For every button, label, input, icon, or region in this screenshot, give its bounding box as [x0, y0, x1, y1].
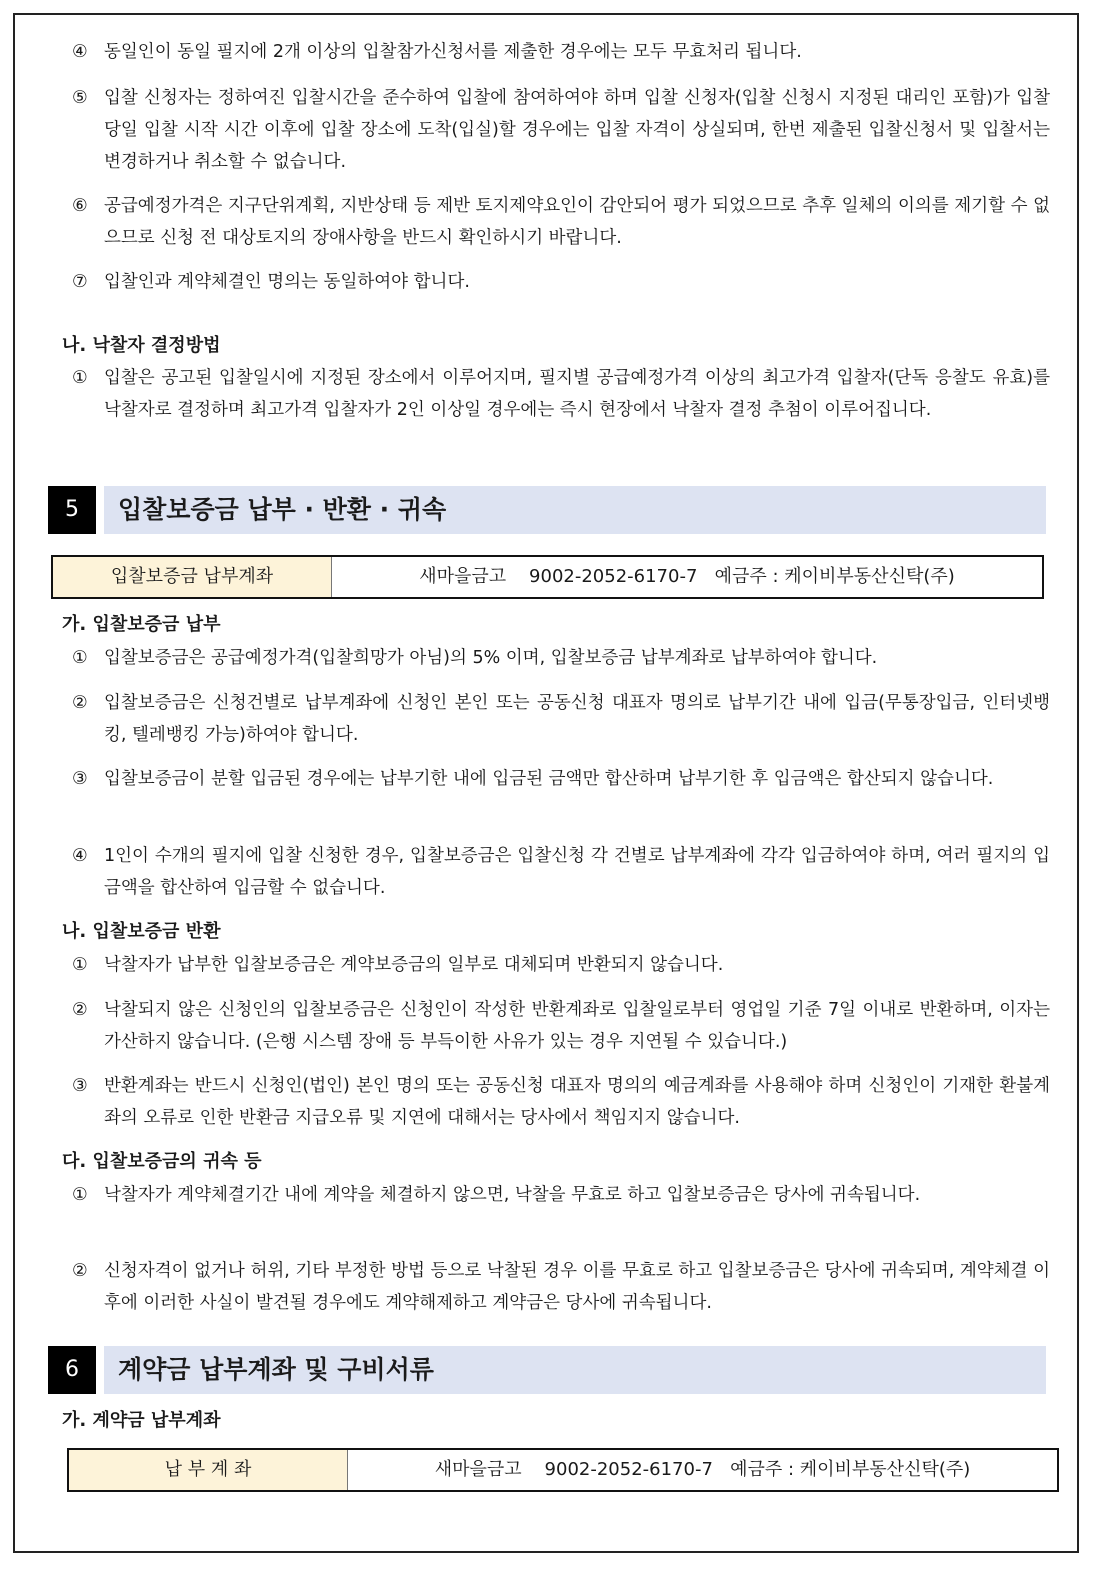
item-text: 1인이 수개의 필지에 입찰 신청한 경우, 입찰보증금은 입찰신청 각 건별로 납부계좌에 각각 입금하여야 하며, 여러 필지의 입금액을 합산하여 입금할 수 없습니다. — [104, 846, 1050, 898]
subheading: 다. 입찰보증금의 귀속 등 — [62, 1151, 262, 1172]
list-item — [72, 1179, 1050, 1211]
subheading: 나. 낙찰자 결정방법 — [62, 335, 221, 356]
item-text: 낙찰자가 계약체결기간 내에 계약을 체결하지 않으면, 낙찰을 무효로 하고 입찰보증금은 당사에 귀속됩니다. — [104, 1185, 921, 1205]
item-text: 입찰 신청자는 정하여진 입찰시간을 준수하여 입찰에 참여하여야 하며 입찰 신청자(입찰 신청시 지정된 대리인 포함)가 입찰 당일 입찰 시작 시간 이후에 입찰 장소에 도착(입실)할 경우에는 입찰 자격이 상실되며, 한번 제출된 입찰신청서 및 입찰서는 변경하거나 취소할 수 없습니다. — [104, 88, 1050, 172]
subheading: 가. 계약금 납부계좌 — [62, 1410, 221, 1431]
list-item — [72, 687, 1050, 751]
item-text: 낙찰자가 납부한 입찰보증금은 계약보증금의 일부로 대체되며 반환되지 않습니다. — [104, 955, 724, 975]
list-item — [72, 36, 1050, 68]
account-table — [67, 1448, 1059, 1492]
list-item — [72, 763, 1050, 795]
item-number: ⑤ — [72, 88, 88, 108]
item-number: ④ — [72, 846, 88, 866]
account-label: 입찰보증금 납부계좌 — [53, 557, 332, 597]
item-number: ① — [72, 955, 88, 975]
list-item — [72, 362, 1050, 426]
item-number: ③ — [72, 1076, 88, 1096]
item-text: 동일인이 동일 필지에 2개 이상의 입찰참가신청서를 제출한 경우에는 모두 무효처리 됩니다. — [104, 42, 802, 62]
account-value: 새마을금고 9002-2052-6170-7 예금주 : 케이비부동산신탁(주) — [419, 566, 955, 587]
section-number: 6 — [48, 1346, 96, 1394]
list-item — [72, 994, 1050, 1058]
item-number: ⑦ — [72, 272, 88, 292]
item-text: 반환계좌는 반드시 신청인(법인) 본인 명의 또는 공동신청 대표자 명의의 예금계좌를 사용해야 하며 신청인이 기재한 환불계좌의 오류로 인한 반환금 지급오류 및 지연에 대해서는 당사에서 책임지지 않습니다. — [104, 1076, 1050, 1128]
item-number: ② — [72, 693, 88, 713]
item-number: ③ — [72, 769, 88, 789]
item-text: 신청자격이 없거나 허위, 기타 부정한 방법 등으로 낙찰된 경우 이를 무효로 하고 입찰보증금은 당사에 귀속되며, 계약체결 이후에 이러한 사실이 발견될 경우에도 계약해제하고 계약금은 당사에 귀속됩니다. — [104, 1261, 1050, 1313]
item-text: 입찰보증금은 신청건별로 납부계좌에 신청인 본인 또는 공동신청 대표자 명의로 납부기간 내에 입금(무통장입금, 인터넷뱅킹, 텔레뱅킹 가능)하여야 합니다. — [104, 693, 1050, 745]
item-text: 공급예정가격은 지구단위계획, 지반상태 등 제반 토지제약요인이 감안되어 평가 되었으므로 추후 일체의 이의를 제기할 수 없으므로 신청 전 대상토지의 장애사항을 반드시 확인하시기 바랍니다. — [104, 196, 1050, 248]
section-title: 입찰보증금 납부 · 반환 · 귀속 — [104, 486, 1046, 534]
list-item — [72, 1070, 1050, 1134]
item-text: 입찰보증금은 공급예정가격(입찰희망가 아님)의 5% 이며, 입찰보증금 납부계좌로 납부하여야 합니다. — [104, 648, 878, 668]
account-table — [51, 555, 1044, 599]
item-text: 입찰보증금이 분할 입금된 경우에는 납부기한 내에 입금된 금액만 합산하며 납부기한 후 입금액은 합산되지 않습니다. — [104, 769, 994, 789]
item-text: 입찰인과 계약체결인 명의는 동일하여야 합니다. — [104, 272, 470, 292]
list-item — [72, 190, 1050, 254]
section-title: 계약금 납부계좌 및 구비서류 — [104, 1346, 1046, 1394]
item-number: ① — [72, 648, 88, 668]
item-text: 낙찰되지 않은 신청인의 입찰보증금은 신청인이 작성한 반환계좌로 입찰일로부터 영업일 기준 7일 이내로 반환하며, 이자는 가산하지 않습니다. (은행 시스템 장애 등 부득이한 사유가 있는 경우 지연될 수 있습니다.) — [104, 1000, 1050, 1052]
item-text: 입찰은 공고된 입찰일시에 지정된 장소에서 이루어지며, 필지별 공급예정가격 이상의 최고가격 입찰자(단독 응찰도 유효)를 낙찰자로 결정하며 최고가격 입찰자가 2인 이상일 경우에는 즉시 현장에서 낙찰자 결정 추첨이 이루어집니다. — [104, 368, 1050, 420]
item-number: ① — [72, 1185, 88, 1205]
account-value: 새마을금고 9002-2052-6170-7 예금주 : 케이비부동산신탁(주) — [434, 1459, 971, 1480]
item-number: ② — [72, 1261, 88, 1281]
item-number: ① — [72, 368, 88, 388]
account-label: 납 부 계 좌 — [69, 1450, 348, 1490]
subheading: 나. 입찰보증금 반환 — [62, 921, 221, 942]
item-number: ② — [72, 1000, 88, 1020]
item-number: ⑥ — [72, 196, 88, 216]
section-number: 5 — [48, 486, 96, 534]
list-item — [72, 266, 1050, 298]
item-number: ④ — [72, 42, 88, 62]
list-item — [72, 1255, 1050, 1319]
list-item — [72, 642, 1050, 674]
list-item — [72, 840, 1050, 904]
list-item — [72, 949, 1050, 981]
subheading: 가. 입찰보증금 납부 — [62, 614, 221, 635]
list-item — [72, 82, 1050, 178]
